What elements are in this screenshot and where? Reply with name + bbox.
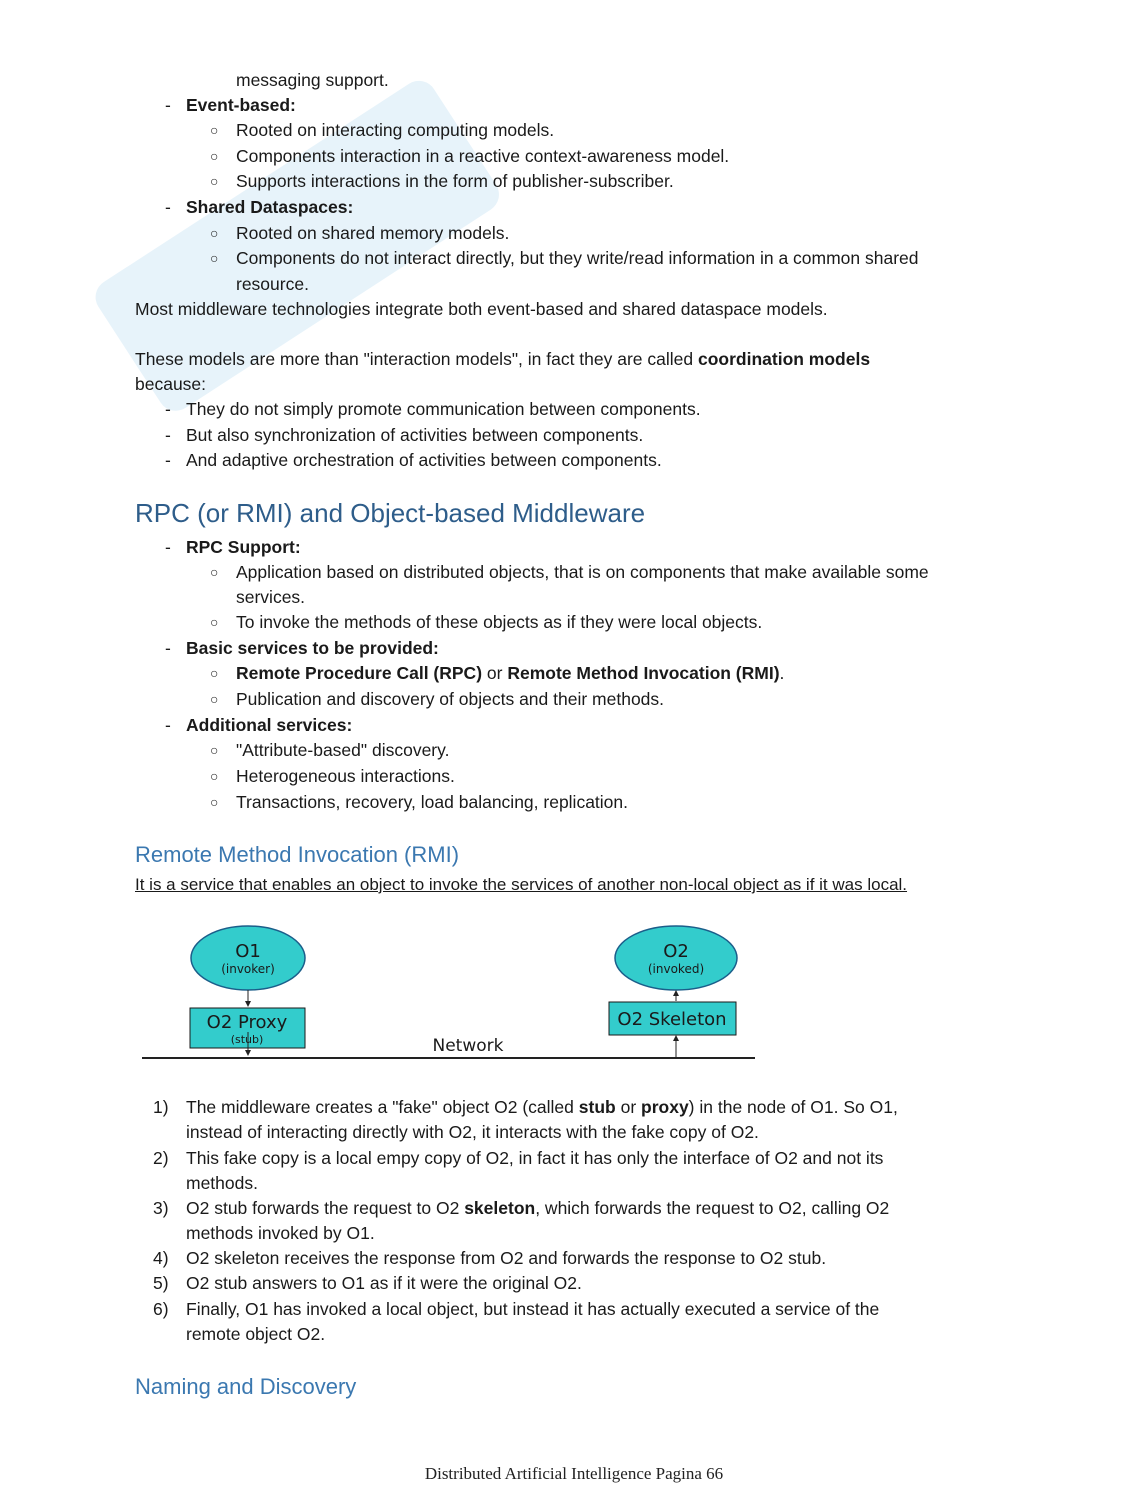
bold-term: Remote Procedure Call (RPC) (236, 663, 483, 683)
step-number: 3) (153, 1198, 169, 1218)
list-item: Components interaction in a reactive context-awareness model. (236, 146, 730, 166)
step-text (186, 1095, 898, 1119)
rmi-diagram (135, 920, 765, 1070)
list-label-basic-services: Basic services to be provided: (186, 638, 439, 658)
list-item: They do not simply promote communication between components. (186, 399, 701, 419)
circle-bullet: ○ (210, 742, 219, 758)
circle-bullet: ○ (210, 250, 219, 266)
dash-bullet: - (165, 715, 171, 735)
list-label-rpc-support: RPC Support: (186, 537, 301, 557)
dash-bullet: - (165, 537, 171, 557)
list-label-additional-services: Additional services: (186, 715, 353, 735)
section-heading-rpc: RPC (or RMI) and Object-based Middleware (135, 498, 646, 528)
list-item: Rooted on shared memory models. (236, 223, 510, 243)
page-footer: Distributed Artificial Intelligence Pagina 66 (424, 1464, 724, 1483)
bold-term: proxy (641, 1097, 689, 1117)
paragraph-continuation: because: (135, 374, 207, 394)
list-item-continuation: resource. (236, 274, 309, 294)
list-item: Transactions, recovery, load balancing, replication. (236, 792, 629, 812)
circle-bullet: ○ (210, 148, 219, 164)
list-item: Components do not interact directly, but they write/read information in a common shared (236, 248, 919, 268)
network-label: Network (432, 1036, 504, 1056)
list-item: Application based on distributed objects, that is on components that make available some (236, 562, 929, 582)
punctuation: . (779, 663, 785, 683)
step-continuation: remote object O2. (186, 1324, 326, 1344)
step-text: Finally, O1 has invoked a local object, but instead it has actually executed a service of the (186, 1299, 880, 1319)
circle-bullet: ○ (210, 768, 219, 784)
o1-subtitle: (invoker) (221, 962, 275, 976)
step-continuation: methods. (186, 1173, 258, 1193)
paragraph-bold-text: coordination models (697, 349, 871, 369)
o1-title: O1 (235, 941, 261, 962)
bold-term: Remote Method Invocation (RMI) (507, 663, 780, 683)
list-item: Publication and discovery of objects and their methods. (236, 689, 665, 709)
bold-term: stub (578, 1097, 616, 1117)
connector-text: or (482, 663, 508, 683)
dash-bullet: - (165, 399, 171, 419)
paragraph: Most middleware technologies integrate both event-based and shared dataspace models. (135, 299, 828, 319)
list-label-shared-dataspaces: Shared Dataspaces: (186, 197, 354, 217)
circle-bullet: ○ (210, 691, 219, 707)
step-number: 1) (153, 1097, 169, 1117)
o2-subtitle: (invoked) (647, 962, 705, 976)
bold-term: skeleton (464, 1198, 536, 1218)
step-number: 4) (153, 1248, 169, 1268)
list-item: "Attribute-based" discovery. (236, 740, 450, 760)
step-continuation: instead of interacting directly with O2, it interacts with the fake copy of O2. (186, 1122, 759, 1142)
circle-bullet: ○ (210, 794, 219, 810)
list-label-event-based: Event-based: (186, 95, 296, 115)
list-item: And adaptive orchestration of activities between components. (186, 450, 662, 470)
step-fragment: ) in the node of O1. So O1, (688, 1097, 898, 1117)
step-text: O2 skeleton receives the response from O2 and forwards the response to O2 stub. (186, 1248, 827, 1268)
skeleton-title: O2 Skeleton (617, 1009, 727, 1030)
list-item: Heterogeneous interactions. (236, 766, 455, 786)
list-item: But also synchronization of activities between components. (186, 425, 644, 445)
circle-bullet: ○ (210, 665, 219, 681)
circle-bullet: ○ (210, 225, 219, 241)
text-line: messaging support. (236, 70, 389, 90)
dash-bullet: - (165, 425, 171, 445)
list-item: To invoke the methods of these objects as if they were local objects. (236, 612, 763, 632)
circle-bullet: ○ (210, 614, 219, 630)
step-text: This fake copy is a local empy copy of O2, in fact it has only the interface of O2 and not its (186, 1148, 884, 1168)
step-number: 6) (153, 1299, 169, 1319)
rmi-definition: It is a service that enables an object to invoke the services of another non-local object as if it was local. (135, 875, 908, 894)
subsection-heading-naming: Naming and Discovery (135, 1374, 357, 1399)
dash-bullet: - (165, 197, 171, 217)
list-item-continuation: services. (236, 587, 306, 607)
circle-bullet: ○ (210, 122, 219, 138)
step-text (186, 1196, 889, 1220)
dash-bullet: - (165, 638, 171, 658)
step-number: 5) (153, 1273, 169, 1293)
circle-bullet: ○ (210, 564, 219, 580)
proxy-subtitle: (stub) (230, 1033, 264, 1046)
subsection-heading-rmi: Remote Method Invocation (RMI) (135, 842, 460, 867)
proxy-title: O2 Proxy (206, 1012, 288, 1033)
list-item: Supports interactions in the form of publisher-subscriber. (236, 171, 674, 191)
o2-title: O2 (663, 941, 689, 962)
dash-bullet: - (165, 450, 171, 470)
list-item (236, 661, 784, 685)
step-text: O2 stub answers to O1 as if it were the original O2. (186, 1273, 582, 1293)
step-fragment: , which forwards the request to O2, calling O2 (535, 1198, 890, 1218)
circle-bullet: ○ (210, 173, 219, 189)
step-number: 2) (153, 1148, 169, 1168)
paragraph-text: These models are more than "interaction models", in fact they are called (135, 349, 698, 369)
step-fragment: The middleware creates a "fake" object O2 (called (186, 1097, 579, 1117)
step-fragment: or (615, 1097, 642, 1117)
step-continuation: methods invoked by O1. (186, 1223, 375, 1243)
dash-bullet: - (165, 95, 171, 115)
step-fragment: O2 stub forwards the request to O2 (186, 1198, 465, 1218)
paragraph (135, 347, 870, 371)
list-item: Rooted on interacting computing models. (236, 120, 555, 140)
